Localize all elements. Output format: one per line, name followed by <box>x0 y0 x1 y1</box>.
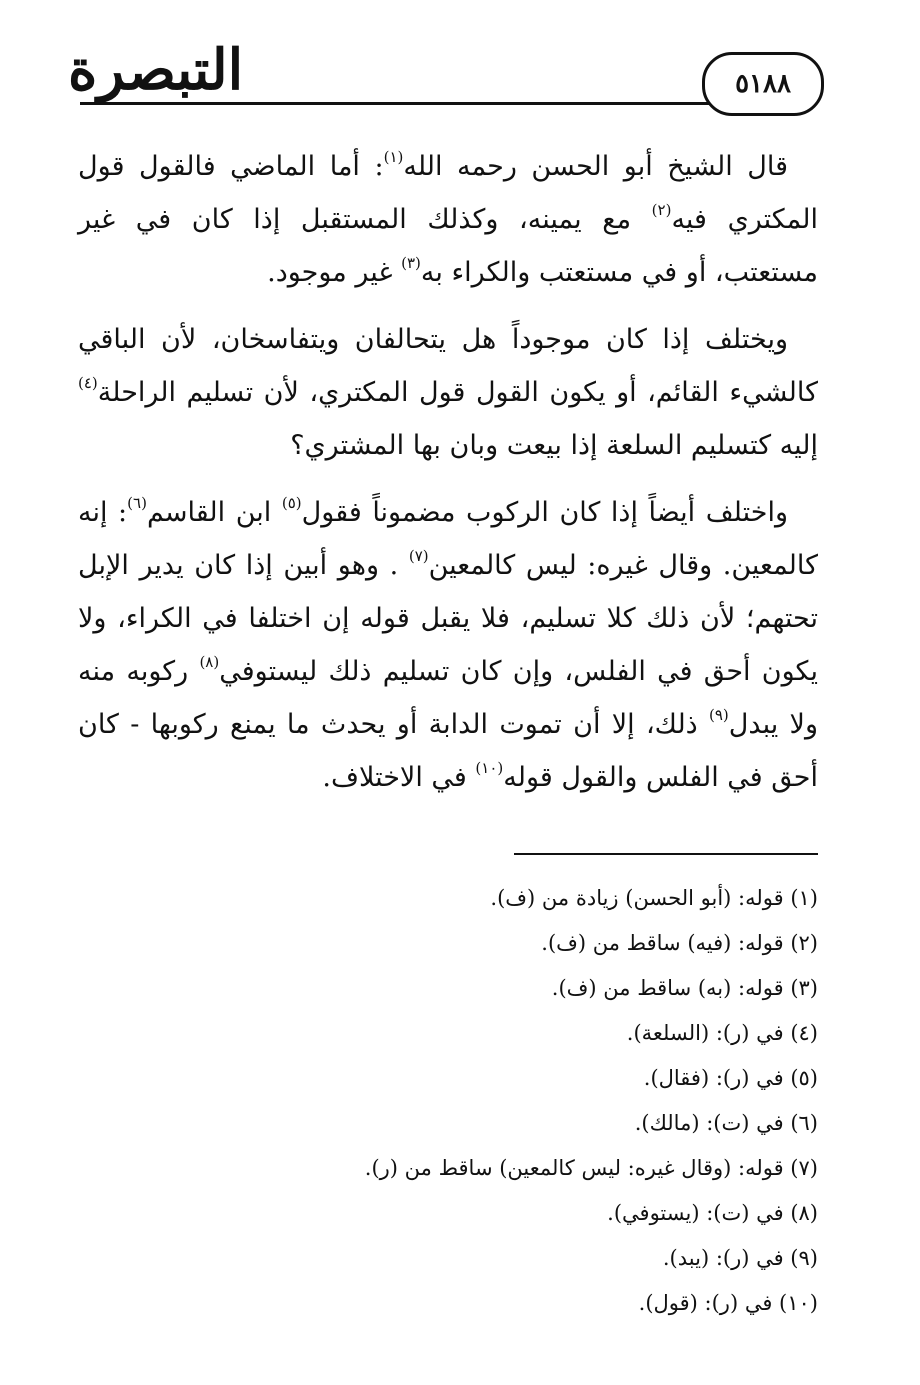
text-run: قال الشيخ أبو الحسن رحمه الله <box>403 151 788 182</box>
text-run: غير موجود. <box>267 257 402 288</box>
page-header <box>60 37 820 120</box>
page-number: ٥١٨٨ <box>735 69 791 99</box>
footnote-marker: (٧) <box>408 547 429 565</box>
footnotes <box>78 876 818 1326</box>
text-run: ركوبه منه ولا يبدل <box>78 656 818 740</box>
footnote-6: (٦) في (ت): (مالك). <box>634 1111 818 1135</box>
text-run: : أما الماضي فالقول قول المكتري فيه <box>78 151 818 235</box>
footnote-marker: (٣) <box>401 254 421 272</box>
footnote-marker: (٨) <box>199 653 220 671</box>
text-run: مع يمينه، وكذلك المستقبل إذا كان في غير مستعتب، أو في مستعتب والكراء به <box>78 204 818 288</box>
footnote-separator <box>514 853 818 855</box>
footnote-marker: (٢) <box>651 201 672 219</box>
text-run: في الاختلاف. <box>322 762 476 793</box>
footnote-4: (٤) في (ر): (السلعة). <box>626 1021 818 1045</box>
text-run: : إنه كالمعين. وقال غيره: ليس كالمعين <box>78 497 818 581</box>
text-run: إليه كتسليم السلعة إذا بيعت وبان بها المشتري؟ <box>290 430 818 461</box>
page-number-badge <box>702 52 824 116</box>
text-run: ذلك، إلا أن تموت الدابة أو يحدث ما يمنع ركوبها - كان أحق في الفلس والقول قوله <box>78 709 818 793</box>
footnote-3: (٣) قوله: (به) ساقط من (ف). <box>551 976 818 1000</box>
paragraph-2 <box>78 313 818 472</box>
footnote-9: (٩) في (ر): (يبد). <box>662 1246 818 1270</box>
footnote-7: (٧) قوله: (وقال غيره: ليس كالمعين) ساقط من (ر). <box>364 1156 818 1180</box>
footnote-marker: (١٠) <box>475 759 504 777</box>
footnote-10: (١٠) في (ر): (قول). <box>638 1291 818 1315</box>
footnote-5: (٥) في (ر): (فقال). <box>643 1066 818 1090</box>
footnote-marker: (٤) <box>78 374 98 392</box>
footnote-marker: (١) <box>383 148 404 166</box>
paragraph-1 <box>78 140 818 299</box>
footnote-marker: (٦) <box>127 494 147 512</box>
book-title: التبصرة <box>68 37 244 103</box>
footnote-marker: (٥) <box>281 494 302 512</box>
text-run: ويختلف إذا كان موجوداً هل يتحالفان ويتفاسخان، لأن الباقي كالشيء القائم، أو يكون القول قول المكتري، لأن تسليم الراحلة <box>78 324 818 408</box>
footnote-1: (١) قوله: (أبو الحسن) زيادة من (ف). <box>490 886 818 910</box>
footnote-8: (٨) في (ت): (يستوفي). <box>607 1201 818 1225</box>
footnote-marker: (٩) <box>709 706 729 724</box>
paragraph-3 <box>78 486 818 804</box>
footnote-2: (٢) قوله: (فيه) ساقط من (ف). <box>541 931 818 955</box>
main-text <box>78 140 818 818</box>
text-run: . وهو أبين إذا كان يدير الإبل تحتهم؛ لأن ذلك كلا تسليم، فلا يقبل قوله إن اختلفا في الكراء، ولا يكون أحق في الفلس، وإن كان تسليم ذلك ليستوفي <box>78 550 818 687</box>
text-run: ابن القاسم <box>146 497 282 528</box>
text-run: واختلف أيضاً إذا كان الركوب مضموناً فقول <box>301 497 788 528</box>
